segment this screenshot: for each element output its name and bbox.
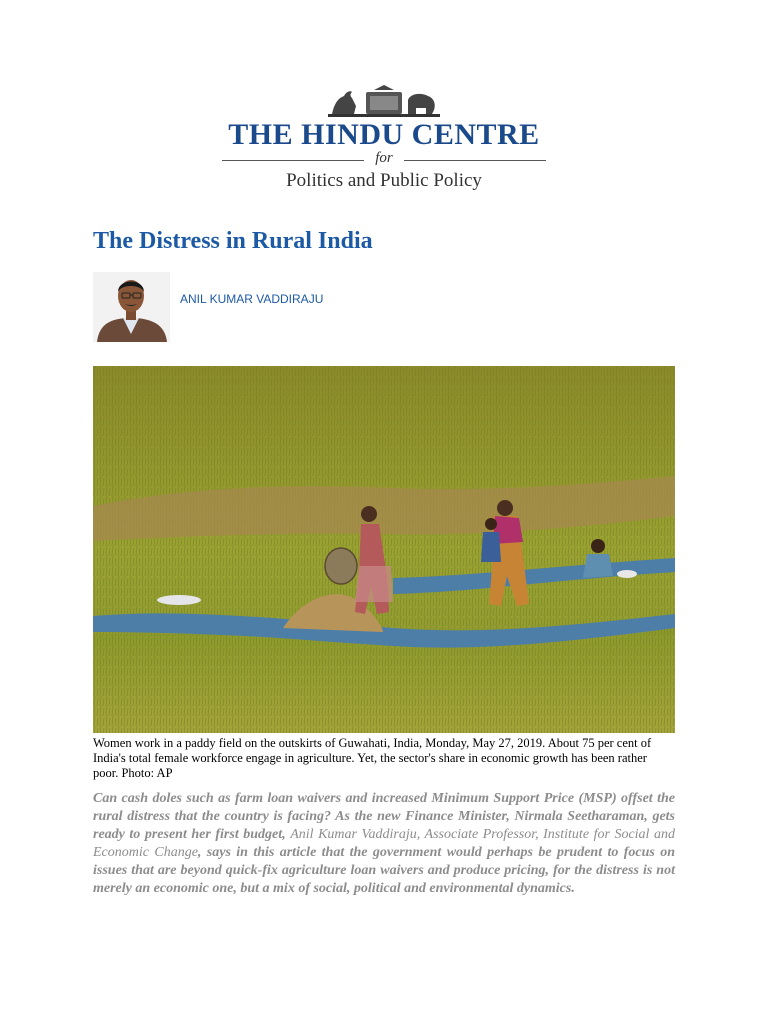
article-title: The Distress in Rural India	[93, 228, 373, 254]
hero-photo-paddy-field	[93, 366, 675, 733]
masthead-subtitle: Politics and Public Policy	[286, 170, 482, 191]
divider-right	[404, 160, 546, 161]
standfirst-text-2: , says in this article that the government would perhaps be prudent to focus on issues that are beyond quick-fix agriculture loan waivers and produce pricing, for the distress is not merely an economic one, but a mix of social, political and environmental dynamics.	[93, 845, 676, 896]
standfirst-text-1: Can cash doles such as farm loan waivers and increased Minimum Support Price (MSP) offset the rural distress that the country is facing? As the new Finance Minister, Nirmala Seetharaman, gets ready to present her first budget,	[93, 791, 675, 842]
photo-caption: Women work in a paddy field on the outskirts of Guwahati, India, Monday, May 27, 2019. About 75 per cent of India's total female workforce engage in agriculture. Yet, the sector's share in economic growth has been rather poor. Photo: AP	[93, 736, 652, 780]
standfirst-byline: Anil Kumar Vaddiraju, Associate Professor, Institute for Social and Economic Change	[93, 827, 675, 860]
hindu-emblem-icon	[328, 84, 440, 118]
author-photo	[93, 272, 170, 342]
masthead-title: THE HINDU CENTRE	[228, 118, 540, 151]
masthead-for-row	[222, 152, 546, 170]
article-standfirst	[93, 790, 675, 898]
masthead	[0, 84, 768, 118]
author-name: ANIL KUMAR VADDIRAJU	[180, 292, 324, 306]
masthead-for: for	[375, 150, 393, 166]
